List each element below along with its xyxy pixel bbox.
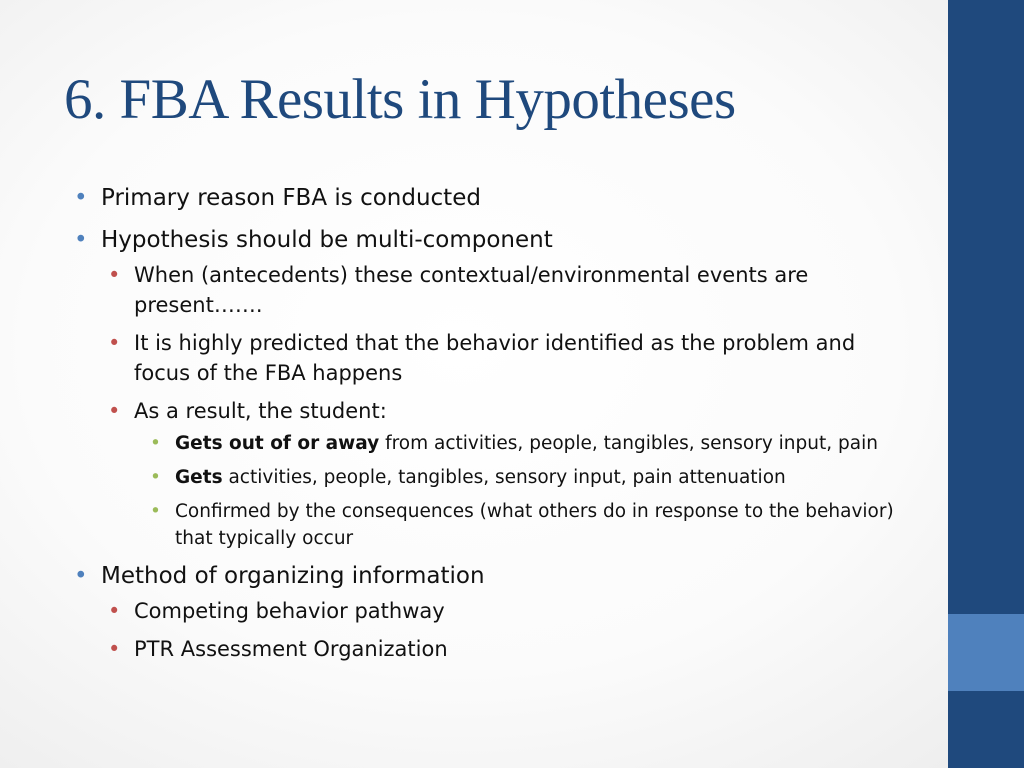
bullet-gets-out-of [146,430,895,457]
bullet-method [72,560,912,592]
bullet-text: When (antecedents) these contextual/environmental events are present……. [134,263,809,317]
bullet-bold-text: Gets out of or away [175,433,380,454]
bullet-result [105,396,894,426]
bullet-text: Competing behavior pathway [134,599,445,623]
bullet-text: As a result, the student: [134,399,387,423]
bullet-text: from activities, people, tangibles, sensory input, pain [379,433,878,454]
bullet-content [72,182,912,672]
slide-title: 6. FBA Results in Hypotheses [64,68,736,131]
bullet-hypothesis [72,224,912,256]
bullet-text: It is highly predicted that the behavior identified as the problem and focus of the FBA happens [134,331,856,385]
bullet-text: Confirmed by the consequences (what others do in response to the behavior) that typically occur [175,501,894,549]
bullet-list [72,182,912,664]
bullet-text: PTR Assessment Organization [134,637,448,661]
bullet-ptr-assessment [105,634,894,664]
bullet-bold-text: Gets [175,467,223,488]
bullet-prediction [105,328,894,388]
bullet-text: Primary reason FBA is conducted [101,185,481,211]
bullet-antecedents [105,260,894,320]
bullet-gets [146,464,895,491]
bullet-text: activities, people, tangibles, sensory input, pain attenuation [222,467,786,488]
bullet-primary-reason [72,182,912,214]
bullet-text: Method of organizing information [101,563,485,589]
bullet-competing-pathway [105,596,894,626]
sidebar-accent-block [948,614,1024,691]
bullet-text: Hypothesis should be multi-component [101,227,553,253]
bullet-confirmed [146,498,895,552]
